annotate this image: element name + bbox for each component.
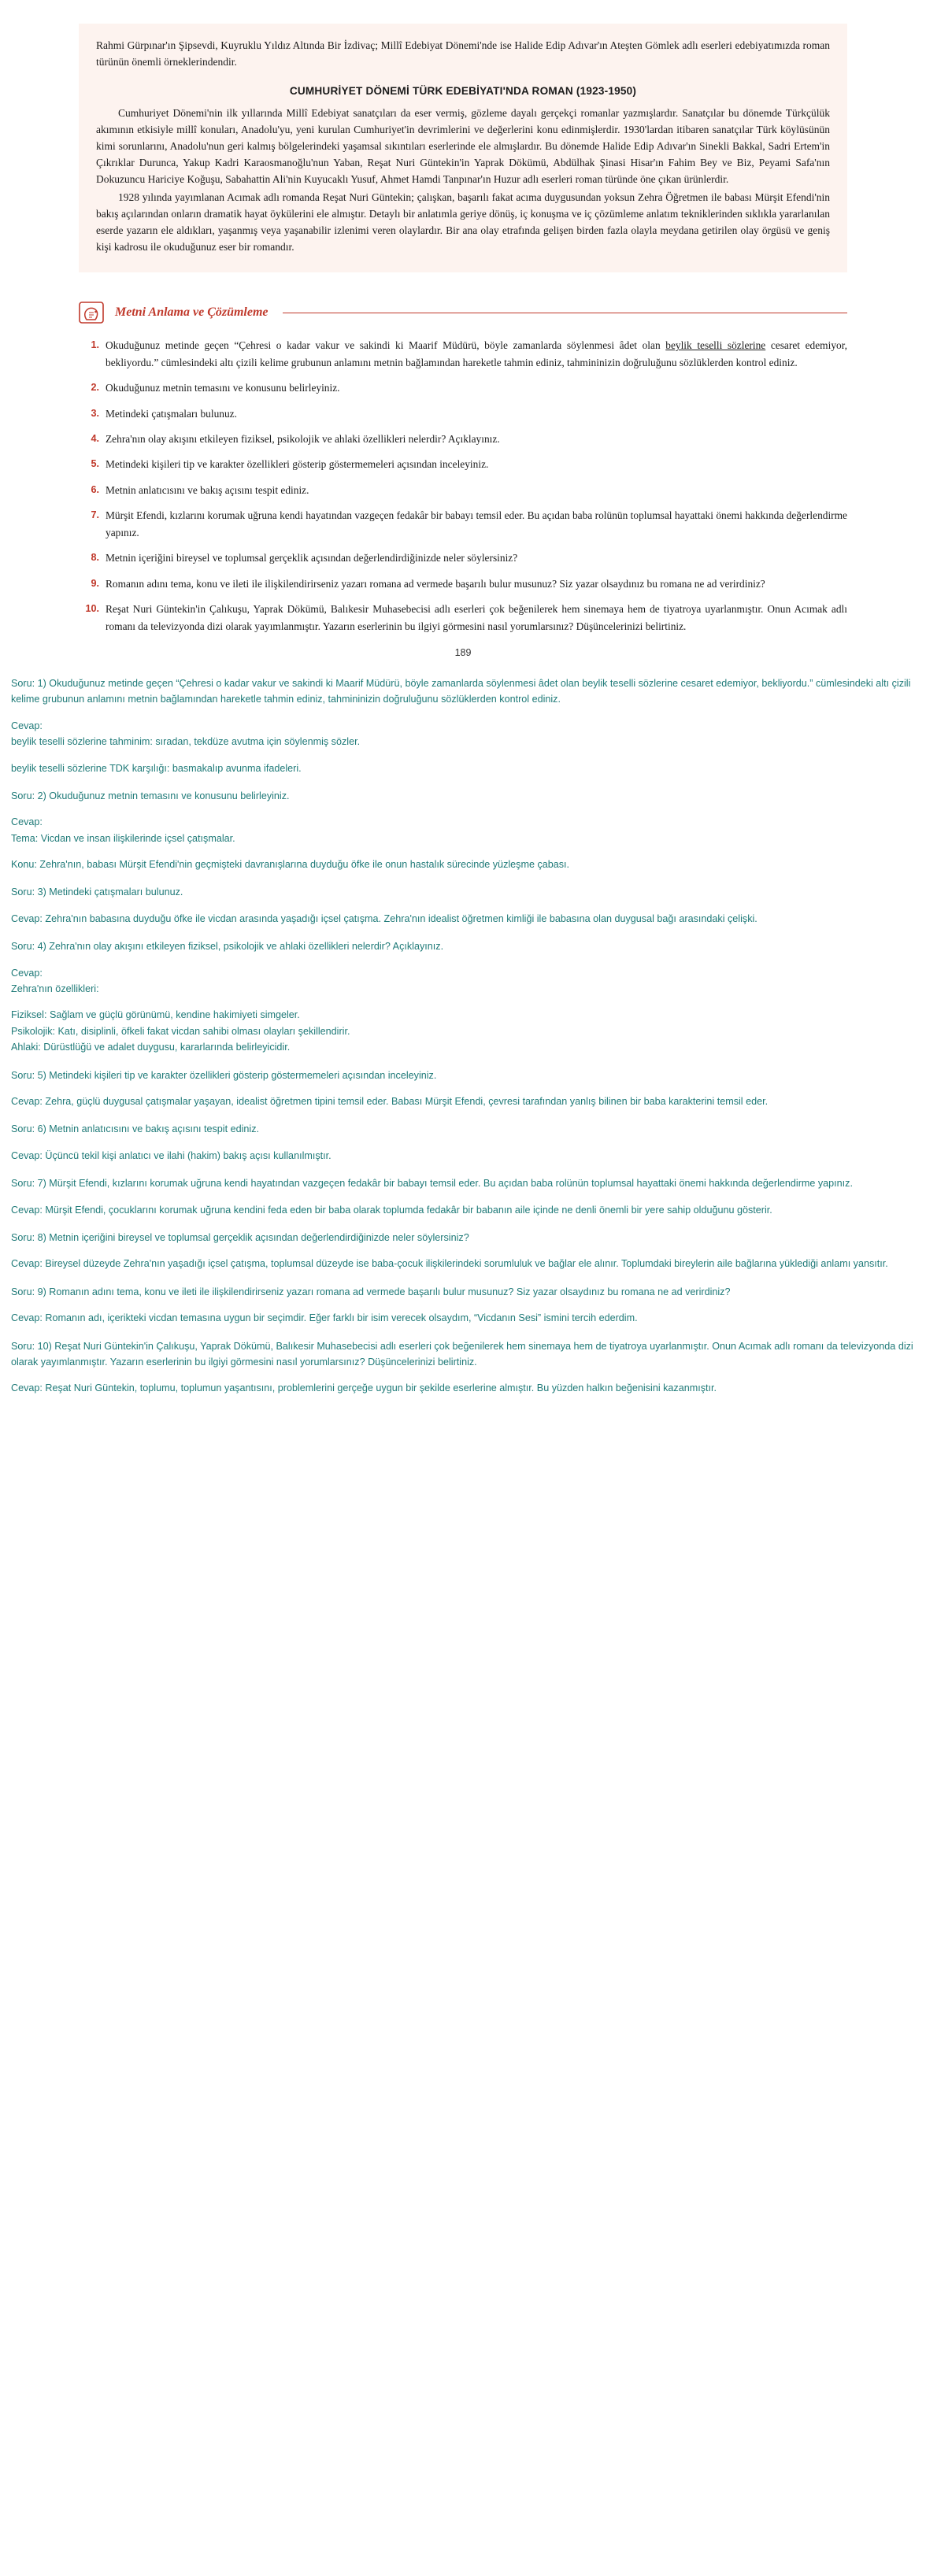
answer-line: Tema: Vicdan ve insan ilişkilerinde içsel çatışmalar. bbox=[11, 832, 235, 844]
answer-line: Cevap: Zehra'nın babasına duyduğu öfke ile vicdan arasında yaşadığı içsel çatışma. Zehra'nın idealist öğretmen kimliği ile babasına olan duygusal bağı arasındaki çelişki. bbox=[11, 912, 757, 924]
answer-line: Cevap: Bireysel düzeyde Zehra'nın yaşadığı içsel çatışma, toplumsal düzeyde ise baba-çocuk ilişkilerindeki sorumluluk ve bağlar ele alınır. Toplumdaki bireylerin aile bağlarına yüklediği anlamı yansıtır. bbox=[11, 1258, 888, 1270]
question-text: Mürşit Efendi, kızlarını korumak uğruna kendi hayatından vazgeçen fedakâr bir babayı temsil eder. Bu açıdan baba rolünün toplumsal hayattaki önemi hakkında değerlendirme yapınız. bbox=[106, 509, 847, 539]
answer-block-q1 bbox=[11, 675, 915, 776]
question-item bbox=[79, 482, 847, 498]
answer-block-q4 bbox=[11, 938, 915, 1055]
answer-line: Konu: Zehra'nın, babası Mürşit Efendi'nin geçmişteki davranışlarına duyduğu öfke ile onun hastalık sürecinde yüzleşme çabası. bbox=[11, 859, 570, 871]
answer-line: Cevap: bbox=[11, 720, 43, 731]
question-text: Metindeki çatışmaları bulunuz. bbox=[106, 407, 237, 420]
answer-block-q9 bbox=[11, 1284, 915, 1327]
answer-line: Cevap: Reşat Nuri Güntekin, toplumu, toplumun yaşantısını, problemlerini gerçeğe uygun bir şekilde eserlerine almıştır. Bu yüzden halkın beğenisini kazanmıştır. bbox=[11, 1382, 717, 1394]
question-text-pre: Okuduğunuz metinde geçen “Çehresi o kadar vakur ve sakindi ki Maarif Müdürü, böyle zamanlarda söylenmesi âdet olan bbox=[106, 339, 666, 352]
answer-line: Soru: 7) Mürşit Efendi, kızlarını korumak uğruna kendi hayatından vazgeçen fedakâr bir babayı temsil eder. Bu açıdan baba rolünün toplumsal hayattaki önemi hakkında değerlendirme yapınız. bbox=[11, 1178, 853, 1190]
activity-heading bbox=[79, 299, 847, 326]
answer-line: Soru: 4) Zehra'nın olay akışını etkileyen fiziksel, psikolojik ve ahlaki özellikleri nelerdir? Açıklayınız. bbox=[11, 941, 444, 953]
answer-block-q8 bbox=[11, 1230, 915, 1272]
answer-line: Cevap: bbox=[11, 967, 43, 979]
answer-line: Ahlaki: Dürüstlüğü ve adalet duygusu, kararlarında belirleyicidir. bbox=[11, 1042, 291, 1053]
page-number: 189 bbox=[454, 646, 472, 658]
activity-title: Metni Anlama ve Çözümleme bbox=[115, 305, 269, 320]
answer-key bbox=[0, 675, 926, 1397]
answer-block-q2 bbox=[11, 788, 915, 873]
spacer bbox=[11, 955, 915, 965]
question-number: 6. bbox=[91, 483, 99, 495]
question-text: Metnin anlatıcısını ve bakış açısını tespit ediniz. bbox=[106, 483, 309, 496]
intro-paragraph: Rahmi Gürpınar'ın Şipsevdi, Kuyruklu Yıldız Altında Bir İzdivaç; Millî Edebiyat Dönemi'nde ise Halide Edip Adıvar'ın Ateşten Gömlek adlı eserleri edebiyatımızda roman türünün önemli örneklerindendir. bbox=[96, 39, 830, 68]
question-text: Metindeki kişileri tip ve karakter özellikleri gösterip göstermemeleri açısından inceleyiniz. bbox=[106, 458, 489, 471]
question-text: Romanın adını tema, konu ve ileti ile ilişkilendirirseniz yazarı romana ad vermede başarılı bulur musunuz? Siz yazar olsaydınız bu romana ne ad verirdiniz? bbox=[106, 577, 765, 590]
spacer bbox=[11, 1245, 915, 1256]
answer-line: Soru: 5) Metindeki kişileri tip ve karakter özellikleri gösterip göstermemeleri açısından inceleyiniz. bbox=[11, 1069, 437, 1081]
answer-line: Cevap: Mürşit Efendi, çocuklarını korumak uğruna kendini feda eden bir baba olarak toplumda fedakâr bir babanın aile içinde ne denli önemli bir yere sahip olduğunu gösterir. bbox=[11, 1204, 772, 1216]
answer-line: Fiziksel: Sağlam ve güçlü görünümü, kendine hakimiyeti simgeler. bbox=[11, 1009, 300, 1021]
answer-block-q7 bbox=[11, 1175, 915, 1218]
spacer bbox=[11, 997, 915, 1007]
answer-line: beylik teselli sözlerine TDK karşılığı: basmakalıp avunma ifadeleri. bbox=[11, 762, 302, 774]
spacer bbox=[11, 1083, 915, 1094]
question-item bbox=[79, 405, 847, 422]
section-title: CUMHURİYET DÖNEMİ TÜRK EDEBİYATI'NDA ROMAN (1923-1950) bbox=[289, 84, 637, 97]
answer-line: Cevap: Romanın adı, içerikteki vicdan temasına uygun bir seçimdir. Eğer farklı bir isim verecek olsaydım, “Vicdanın Sesi” ismini tercih ederdim. bbox=[11, 1312, 638, 1324]
question-text-post: cesaret edemiyor, bekliyordu.” cümlesindeki altı çizili kelime grubunun anlamını metnin bağlamından hareketle tahmin ediniz, tahmininizin doğruluğunu sözlüklerden kontrol ediniz. bbox=[106, 339, 847, 368]
spacer bbox=[11, 1370, 915, 1380]
spacer bbox=[11, 804, 915, 814]
spacer bbox=[11, 1138, 915, 1148]
answer-block-q10 bbox=[11, 1338, 915, 1397]
answer-line: beylik teselli sözlerine tahminim: sıradan, tekdüze avutma için söylenmiş sözler. bbox=[11, 736, 361, 748]
question-number: 5. bbox=[91, 458, 99, 470]
question-text: Metnin içeriğini bireysel ve toplumsal gerçeklik açısından değerlendirdiğinizde neler söylersiniz? bbox=[106, 552, 518, 564]
question-text: Reşat Nuri Güntekin'in Çalıkuşu, Yaprak Dökümü, Balıkesir Muhasebecisi adlı eserleri çok beğenilerek hem sinemaya hem de tiyatroya uyarlanmıştır. Onun Acımak adlı romanı da televizyonda dizi olarak yayımlanmıştır. Yazarın eserlerinin bu ilgiyi görmesini nasıl yorumlarsınız? Düşüncelerinizi belirtiniz. bbox=[106, 603, 847, 632]
answer-line: Cevap: Zehra, güçlü duygusal çatışmalar yaşayan, idealist öğretmen tipini temsil eder. Babası Mürşit Efendi, çevresi tarafından yanlış bilinen bir baba karakterini temsil eder. bbox=[11, 1095, 769, 1107]
answer-line: Soru: 2) Okuduğunuz metnin temasını ve konusunu belirleyiniz. bbox=[11, 790, 290, 801]
answer-block-q5 bbox=[11, 1068, 915, 1110]
question-number: 10. bbox=[85, 603, 99, 615]
question-item bbox=[79, 456, 847, 472]
answer-line: Soru: 9) Romanın adını tema, konu ve ileti ile ilişkilendirirseniz yazarı romana ad vermede başarılı bulur musunuz? Siz yazar olsaydınız bu romana ne ad verirdiniz? bbox=[11, 1286, 731, 1297]
question-item bbox=[79, 550, 847, 566]
question-item bbox=[79, 337, 847, 371]
answer-line: Cevap: bbox=[11, 816, 43, 828]
answer-block-q6 bbox=[11, 1121, 915, 1164]
answer-line: Soru: 6) Metnin anlatıcısını ve bakış açısını tespit ediniz. bbox=[11, 1123, 259, 1135]
body-paragraph-2: 1928 yılında yayımlanan Acımak adlı romanda Reşat Nuri Güntekin; çalışkan, başarılı fakat acıma duygusundan yoksun Zehra Öğretmen ile babası Mürşit Efendi'nin bakış açılarından onların dramatik hayat öykülerini ele almıştır. Detaylı bir anlatımla geriye dönüş, iç konuşma ve iç çözümleme anlatım tekniklerinden sıklıkla yararlanılan eserde yazarın ele aldıkları, yaşanmış veya yaşanabilir izlenimi veren olaylardır. Bir ana olay etrafında gelişen birden fazla olayla meydana getirilen olay örgüsü ve geniş kişi kadrosu ile okuduğunuz eser bir romandır. bbox=[96, 191, 830, 254]
document-page bbox=[0, 24, 926, 1397]
spacer bbox=[11, 1192, 915, 1202]
answer-line: Soru: 1) Okuduğunuz metinde geçen “Çehresi o kadar vakur ve sakindi ki Maarif Müdürü, böyle zamanlarda söylenmesi âdet olan beylik teselli sözlerine cesaret edemiyor, bekliyordu.” cümlesindeki altı çizili kelime grubunun anlamını metnin bağlamından hareketle tahmin ediniz, tahmininizin doğruluğunu sözlüklerden kontrol ediniz. bbox=[11, 677, 911, 705]
question-text: Zehra'nın olay akışını etkileyen fiziksel, psikolojik ve ahlaki özellikleri nelerdir? Açıklayınız. bbox=[106, 433, 500, 446]
question-list bbox=[79, 337, 847, 635]
question-number: 3. bbox=[91, 407, 99, 419]
question-number: 7. bbox=[91, 509, 99, 521]
answer-line: Soru: 3) Metindeki çatışmaları bulunuz. bbox=[11, 886, 183, 898]
question-text: Okuduğunuz metnin temasını ve konusunu belirleyiniz. bbox=[106, 382, 340, 394]
answer-line: Soru: 8) Metnin içeriğini bireysel ve toplumsal gerçeklik açısından değerlendirdiğinizde neler söylersiniz? bbox=[11, 1231, 469, 1243]
spacer bbox=[11, 1300, 915, 1310]
question-number: 4. bbox=[91, 433, 99, 445]
underlined-phrase: beylik teselli sözlerine bbox=[665, 339, 766, 352]
answer-line: Psikolojik: Katı, disiplinli, öfkeli fakat vicdan sahibi olması olayları şekillendirir. bbox=[11, 1025, 350, 1037]
textbook-excerpt-block bbox=[79, 24, 847, 272]
question-number: 1. bbox=[91, 339, 99, 351]
question-item bbox=[79, 507, 847, 541]
spacer bbox=[11, 750, 915, 761]
question-item bbox=[79, 431, 847, 447]
question-item bbox=[79, 379, 847, 396]
spacer bbox=[11, 901, 915, 911]
answer-block-q3 bbox=[11, 884, 915, 927]
answer-line: Soru: 10) Reşat Nuri Güntekin'in Çalıkuşu, Yaprak Dökümü, Balıkesir Muhasebecisi adlı eserleri çok beğenilerek hem sinemaya hem de tiyatroya uyarlanmıştır. Onun Acımak adlı romanı da televizyonda dizi olarak yayımlanmıştır. Yazarın eserlerinin bu ilgiyi görmesini nasıl yorumlarsınız? Düşüncelerinizi belirtiniz. bbox=[11, 1340, 913, 1368]
question-item bbox=[79, 601, 847, 635]
spacer bbox=[11, 708, 915, 718]
spacer bbox=[11, 846, 915, 857]
answer-line: Cevap: Üçüncü tekil kişi anlatıcı ve ilahi (hakim) bakış açısı kullanılmıştır. bbox=[11, 1149, 332, 1161]
question-item bbox=[79, 576, 847, 592]
body-paragraph-1: Cumhuriyet Dönemi'nin ilk yıllarında Millî Edebiyat sanatçıları da eser vermiş, gözleme dayalı gerçekçi romanlar yazmışlardır. Sanatçılar bu dönemde Türkçülük akımının etkisiyle millî konuları, Anadolu'yu, yeni kurulan Cumhuriyet'in devrimlerini ve değerlerini konu edinmişlerdir. 1930'lardan itibaren sanatçılar Türk köylüsünün kimi sorunlarını, Anadolu'nun geri kalmış bölgelerindeki yaşamsal sıkıntıları eserlerinde ele almışlardır. Bu dönemde Halide Edip Adıvar'ın Sinekli Bakkal, Sadri Ertem'in Çıkrıklar Durunca, Yakup Kadri Karaosmanoğlu'nun Yaban, Reşat Nuri Güntekin'in Yaprak Dökümü, Abdülhak Şinasi Hisar'ın Fahim Bey ve Biz, Peyami Safa'nın Dokuzuncu Hariciye Koğuşu, Sabahattin Ali'nin Kuyucaklı Yusuf, Ahmet Hamdi Tanpınar'ın Huzur adlı eserleri roman türünde öne çıkan ürünlerdir. bbox=[96, 106, 830, 186]
question-number: 2. bbox=[91, 382, 99, 394]
question-number: 8. bbox=[91, 552, 99, 564]
question-number: 9. bbox=[91, 577, 99, 589]
answer-line: Zehra'nın özellikleri: bbox=[11, 983, 99, 995]
question-text bbox=[106, 337, 847, 371]
head-profile-icon bbox=[79, 299, 106, 326]
